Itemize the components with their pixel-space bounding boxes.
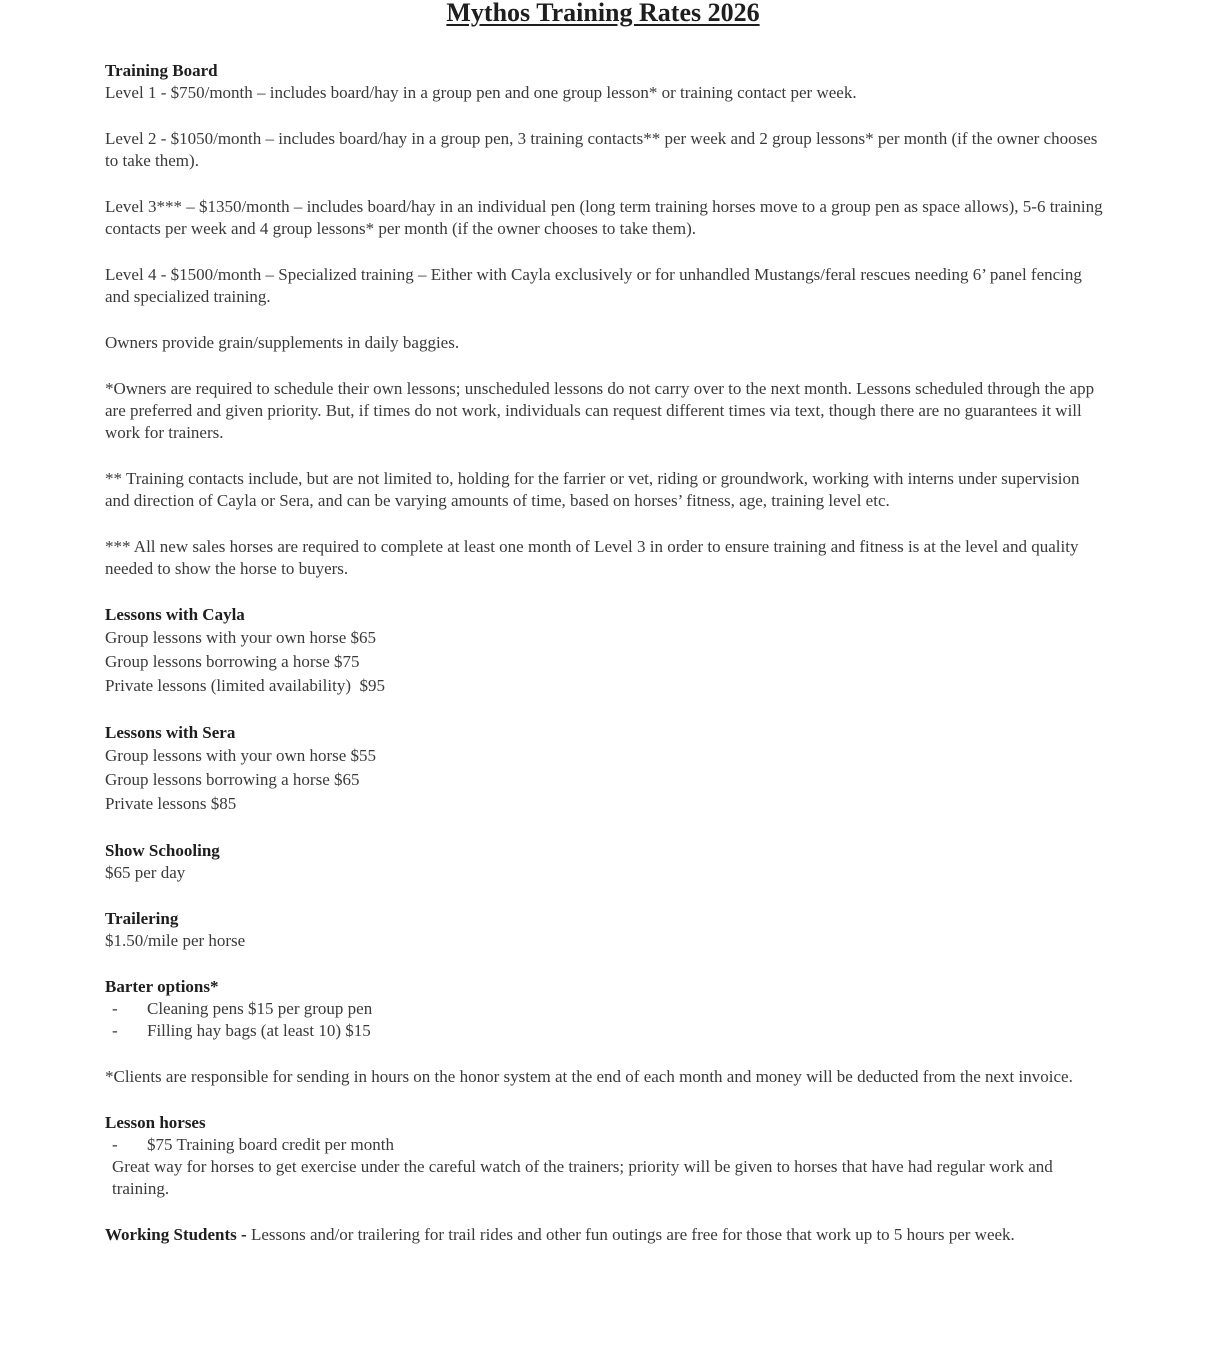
list-item [105,1134,1105,1156]
level-1-text: Level 1 - $750/month – includes board/hay in a group pen and one group lesson* or training contact per week. [105,83,857,102]
dash-bullet: - [112,1021,118,1040]
sera-item: Group lessons borrowing a horse $65 [105,770,360,789]
barter-heading: Barter options* [105,977,219,996]
training-contacts-footnote: ** Training contacts include, but are not limited to, holding for the farrier or vet, riding or groundwork, working with interns under supervision and direction of Cayla or Sera, and can be varying amounts of time, based on horses’ fitness, age, training level etc. [105,469,1080,510]
trailering-heading: Trailering [105,909,179,928]
page-title: Mythos Training Rates 2026 [446,0,760,27]
level-4-text: Level 4 - $1500/month – Specialized training – Either with Cayla exclusively or for unhandled Mustangs/feral rescues needing 6’ panel fencing and specialized training. [105,265,1082,306]
owners-note: Owners provide grain/supplements in daily baggies. [105,333,460,352]
sera-item: Group lessons with your own horse $55 [105,746,377,765]
dash-bullet: - [112,1135,118,1154]
list-item [105,1020,1105,1042]
barter-item: Filling hay bags (at least 10) $15 [147,1021,371,1040]
cayla-heading: Lessons with Cayla [105,605,245,624]
working-students [105,1224,1105,1246]
sera-item: Private lessons $85 [105,794,237,813]
training-board-heading: Training Board [105,61,218,80]
lesson-horses-item: $75 Training board credit per month [147,1135,394,1154]
lesson-horses-list [105,1134,1105,1156]
lessons-footnote: *Owners are required to schedule their own lessons; unscheduled lessons do not carry over to the next month. Lessons scheduled through the app are preferred and given priority. But, if times do not work, individuals can request different times via text, though there are no guarantees it will work for trainers. [105,379,1095,442]
cayla-item: Private lessons (limited availability) $95 [105,676,385,695]
level-2-text: Level 2 - $1050/month – includes board/hay in a group pen, 3 training contacts** per week and 2 group lessons* per month (if the owner chooses to take them). [105,129,1098,170]
cayla-item: Group lessons borrowing a horse $75 [105,652,360,671]
trailering-price: $1.50/mile per horse [105,931,246,950]
lesson-horses-text: Great way for horses to get exercise under the careful watch of the trainers; priority will be given to horses that have had regular work and training. [112,1157,1053,1198]
document-body [105,60,1105,1246]
working-students-text: Lessons and/or trailering for trail rides and other fun outings are free for those that work up to 5 hours per week. [246,1225,1015,1244]
barter-item: Cleaning pens $15 per group pen [147,999,373,1018]
barter-note: *Clients are responsible for sending in hours on the honor system at the end of each month and money will be deducted from the next invoice. [105,1067,1073,1086]
list-item [105,998,1105,1020]
working-students-label: Working Students - [105,1225,247,1244]
sales-horses-footnote: *** All new sales horses are required to complete at least one month of Level 3 in order to ensure training and fitness is at the level and quality needed to show the horse to buyers. [105,537,1079,578]
level-3-text: Level 3*** – $1350/month – includes board/hay in an individual pen (long term training horses move to a group pen as space allows), 5-6 training contacts per week and 4 group lessons* per month (if the owner chooses to take them). [105,197,1103,238]
show-schooling-heading: Show Schooling [105,841,220,860]
barter-list [105,998,1105,1042]
dash-bullet: - [112,999,118,1018]
lesson-horses-heading: Lesson horses [105,1113,206,1132]
cayla-item: Group lessons with your own horse $65 [105,628,377,647]
show-schooling-price: $65 per day [105,863,186,882]
sera-heading: Lessons with Sera [105,723,236,742]
